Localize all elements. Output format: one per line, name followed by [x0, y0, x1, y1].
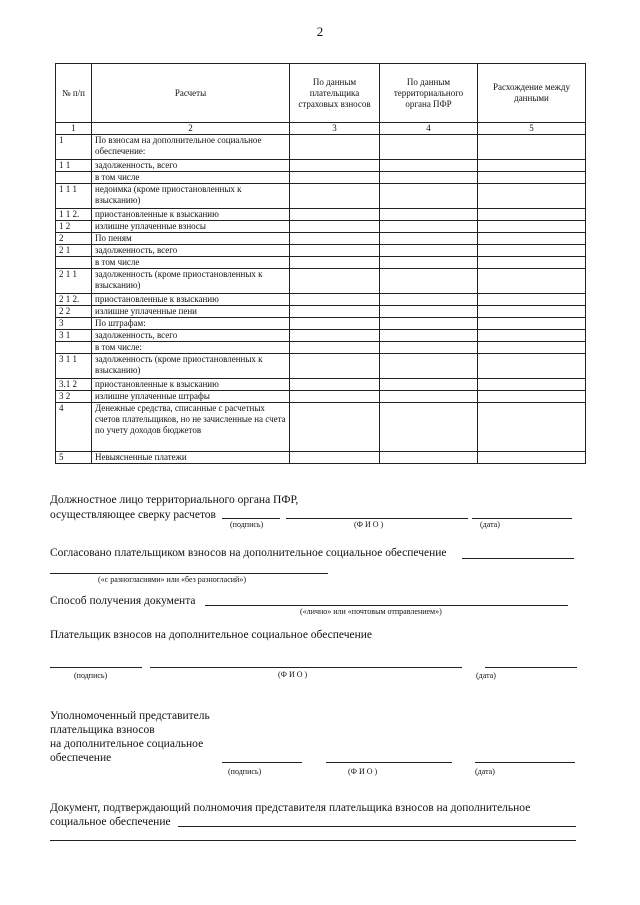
rep-label-line3: на дополнительное социальное — [50, 738, 204, 750]
table-row — [56, 306, 586, 318]
payer-value-cell[interactable] — [290, 403, 380, 452]
table-row — [56, 354, 586, 379]
payer-value-cell[interactable] — [290, 172, 380, 184]
row-label: в том числе — [92, 257, 290, 269]
row-number: 2 2 — [56, 306, 92, 318]
discrepancy-cell[interactable] — [478, 318, 586, 330]
row-label: По штрафам: — [92, 318, 290, 330]
discrepancy-cell[interactable] — [478, 330, 586, 342]
row-number: 3 2 — [56, 391, 92, 403]
discrepancy-cell[interactable] — [478, 160, 586, 172]
row-number: 3 1 1 — [56, 354, 92, 379]
table-row — [56, 221, 586, 233]
pfr-value-cell[interactable] — [380, 318, 478, 330]
official-signature-caption: (подпись) — [230, 520, 264, 529]
table-row — [56, 269, 586, 294]
discrepancy-cell[interactable] — [478, 391, 586, 403]
table-row — [56, 452, 586, 464]
doc-label-line1: Документ, подтверждающий полномочия представителя плательщика взносов на дополнительное — [50, 802, 531, 814]
official-date-caption: (дата) — [480, 520, 500, 529]
row-number: 2 1 — [56, 245, 92, 257]
pfr-value-cell[interactable] — [380, 342, 478, 354]
payer-value-cell[interactable] — [290, 269, 380, 294]
discrepancy-cell[interactable] — [478, 221, 586, 233]
payer-fio-line[interactable] — [150, 667, 462, 668]
header-calculations: Расчеты — [92, 64, 290, 123]
row-label: приостановленные к взысканию — [92, 209, 290, 221]
official-signature-line[interactable] — [222, 518, 280, 519]
payer-value-cell[interactable] — [290, 294, 380, 306]
rep-date-caption: (дата) — [475, 767, 495, 776]
row-number — [56, 257, 92, 269]
payer-signature-caption: (подпись) — [74, 671, 108, 680]
pfr-value-cell[interactable] — [380, 233, 478, 245]
table-row — [56, 330, 586, 342]
doc-line-2[interactable] — [50, 840, 576, 841]
payer-fio-caption: (Ф И О ) — [278, 670, 308, 679]
pfr-value-cell[interactable] — [380, 452, 478, 464]
header-num: № п/п — [56, 64, 92, 123]
payer-value-cell[interactable] — [290, 209, 380, 221]
discrepancy-cell[interactable] — [478, 294, 586, 306]
row-label: недоимка (кроме приостановленных к взысканию) — [92, 184, 290, 209]
pfr-value-cell[interactable] — [380, 294, 478, 306]
col-number: 3 — [290, 123, 380, 135]
row-number: 2 — [56, 233, 92, 245]
payer-date-caption: (дата) — [476, 671, 496, 680]
rep-fio-line[interactable] — [326, 762, 452, 763]
rep-label-line4: обеспечение — [50, 752, 112, 764]
row-label: приостановленные к взысканию — [92, 379, 290, 391]
row-number: 3 1 — [56, 330, 92, 342]
pfr-value-cell[interactable] — [380, 135, 478, 160]
pfr-value-cell[interactable] — [380, 245, 478, 257]
row-number: 1 1 — [56, 160, 92, 172]
table-row — [56, 209, 586, 221]
pfr-value-cell[interactable] — [380, 330, 478, 342]
row-label: излишне уплаченные штрафы — [92, 391, 290, 403]
agreed-line[interactable] — [462, 558, 574, 559]
row-number — [56, 342, 92, 354]
row-label: По пеням — [92, 233, 290, 245]
discrepancy-cell[interactable] — [478, 184, 586, 209]
row-label: Невыясненные платежи — [92, 452, 290, 464]
row-number — [56, 172, 92, 184]
rep-fio-caption: (Ф И О ) — [348, 767, 378, 776]
payer-value-cell[interactable] — [290, 221, 380, 233]
payer-label: Плательщик взносов на дополнительное социальное обеспечение — [50, 629, 373, 641]
row-number: 1 2 — [56, 221, 92, 233]
row-label: излишне уплаченные пени — [92, 306, 290, 318]
table-row — [56, 135, 586, 160]
row-number: 4 — [56, 403, 92, 452]
pfr-value-cell[interactable] — [380, 306, 478, 318]
payer-value-cell[interactable] — [290, 135, 380, 160]
row-label: в том числе — [92, 172, 290, 184]
agreed-label: Согласовано плательщиком взносов на дополнительное социальное обеспечение — [50, 547, 447, 559]
col-number: 4 — [380, 123, 478, 135]
official-date-line[interactable] — [472, 518, 572, 519]
discrepancy-cell[interactable] — [478, 269, 586, 294]
pfr-value-cell[interactable] — [380, 403, 478, 452]
payer-value-cell[interactable] — [290, 391, 380, 403]
table-row — [56, 172, 586, 184]
pfr-value-cell[interactable] — [380, 257, 478, 269]
payer-value-cell[interactable] — [290, 257, 380, 269]
pfr-value-cell[interactable] — [380, 184, 478, 209]
table-row — [56, 391, 586, 403]
row-label: в том числе: — [92, 342, 290, 354]
discrepancy-cell[interactable] — [478, 172, 586, 184]
row-number: 5 — [56, 452, 92, 464]
rep-label-line2: плательщика взносов — [50, 724, 155, 736]
discrepancy-cell[interactable] — [478, 403, 586, 452]
table-row — [56, 379, 586, 391]
header-discrepancy: Расхождение между данными — [478, 64, 586, 123]
discrepancy-cell[interactable] — [478, 245, 586, 257]
row-label: По взносам на дополнительное социальное обеспечение: — [92, 135, 290, 160]
reconciliation-table — [55, 63, 586, 464]
discrepancy-cell[interactable] — [478, 135, 586, 160]
official-fio-line[interactable] — [286, 518, 468, 519]
pfr-value-cell[interactable] — [380, 221, 478, 233]
table-row — [56, 257, 586, 269]
rep-signature-caption: (подпись) — [228, 767, 262, 776]
header-pfr-data: По данным территориального органа ПФР — [380, 64, 478, 123]
payer-value-cell[interactable] — [290, 330, 380, 342]
payer-value-cell[interactable] — [290, 160, 380, 172]
table-row — [56, 403, 586, 452]
discrepancy-cell[interactable] — [478, 306, 586, 318]
pfr-value-cell[interactable] — [380, 379, 478, 391]
doc-label-line2: социальное обеспечение — [50, 816, 171, 828]
row-number: 1 1 1 — [56, 184, 92, 209]
row-number: 2 1 2. — [56, 294, 92, 306]
discrepancy-cell[interactable] — [478, 452, 586, 464]
row-label: задолженность, всего — [92, 245, 290, 257]
agreed-line-2[interactable] — [50, 573, 328, 574]
page-number: 2 — [316, 24, 324, 39]
row-label: задолженность, всего — [92, 330, 290, 342]
pfr-value-cell[interactable] — [380, 160, 478, 172]
row-number: 1 — [56, 135, 92, 160]
discrepancy-cell[interactable] — [478, 233, 586, 245]
official-label-line2: осуществляющее сверку расчетов — [50, 509, 216, 521]
pfr-value-cell[interactable] — [380, 209, 478, 221]
header-payer-data: По данным плательщика страховых взносов — [290, 64, 380, 123]
table-row — [56, 318, 586, 330]
receipt-line[interactable] — [205, 605, 568, 606]
table-row — [56, 294, 586, 306]
payer-value-cell[interactable] — [290, 452, 380, 464]
payer-date-line[interactable] — [485, 667, 577, 668]
rep-date-line[interactable] — [475, 762, 575, 763]
row-label: Денежные средства, списанные с расчетных счетов плательщиков, но не зачисленные на счета по учету доходов бюджетов — [92, 403, 290, 452]
discrepancy-cell[interactable] — [478, 257, 586, 269]
row-label: задолженность (кроме приостановленных к взысканию) — [92, 354, 290, 379]
pfr-value-cell[interactable] — [380, 269, 478, 294]
official-label-line1: Должностное лицо территориального органа ПФР, — [50, 494, 299, 506]
payer-value-cell[interactable] — [290, 342, 380, 354]
receipt-hint: («лично» или «почтовым отправлением») — [300, 607, 442, 616]
discrepancy-cell[interactable] — [478, 354, 586, 379]
table-row — [56, 233, 586, 245]
payer-signature-line[interactable] — [50, 667, 142, 668]
payer-value-cell[interactable] — [290, 354, 380, 379]
payer-value-cell[interactable] — [290, 306, 380, 318]
table-row — [56, 342, 586, 354]
rep-label-line1: Уполномоченный представитель — [50, 710, 210, 722]
pfr-value-cell[interactable] — [380, 354, 478, 379]
row-label: задолженность (кроме приостановленных к взысканию) — [92, 269, 290, 294]
pfr-value-cell[interactable] — [380, 391, 478, 403]
payer-value-cell[interactable] — [290, 245, 380, 257]
payer-value-cell[interactable] — [290, 379, 380, 391]
table-row — [56, 245, 586, 257]
col-number: 2 — [92, 123, 290, 135]
col-number: 1 — [56, 123, 92, 135]
agreed-hint: («с разногласиями» или «без разногласий») — [98, 575, 246, 584]
row-label: задолженность, всего — [92, 160, 290, 172]
official-fio-caption: (Ф И О ) — [354, 520, 384, 529]
discrepancy-cell[interactable] — [478, 342, 586, 354]
row-label: излишне уплаченные взносы — [92, 221, 290, 233]
table-row — [56, 160, 586, 172]
doc-line-1[interactable] — [178, 826, 576, 827]
row-number: 1 1 2. — [56, 209, 92, 221]
receipt-label: Способ получения документа — [50, 595, 196, 607]
rep-signature-line[interactable] — [222, 762, 302, 763]
payer-value-cell[interactable] — [290, 184, 380, 209]
row-number: 3.1 2 — [56, 379, 92, 391]
col-number: 5 — [478, 123, 586, 135]
discrepancy-cell[interactable] — [478, 379, 586, 391]
discrepancy-cell[interactable] — [478, 209, 586, 221]
table-row — [56, 184, 586, 209]
row-number: 3 — [56, 318, 92, 330]
row-number: 2 1 1 — [56, 269, 92, 294]
payer-value-cell[interactable] — [290, 233, 380, 245]
payer-value-cell[interactable] — [290, 318, 380, 330]
pfr-value-cell[interactable] — [380, 172, 478, 184]
row-label: приостановленные к взысканию — [92, 294, 290, 306]
